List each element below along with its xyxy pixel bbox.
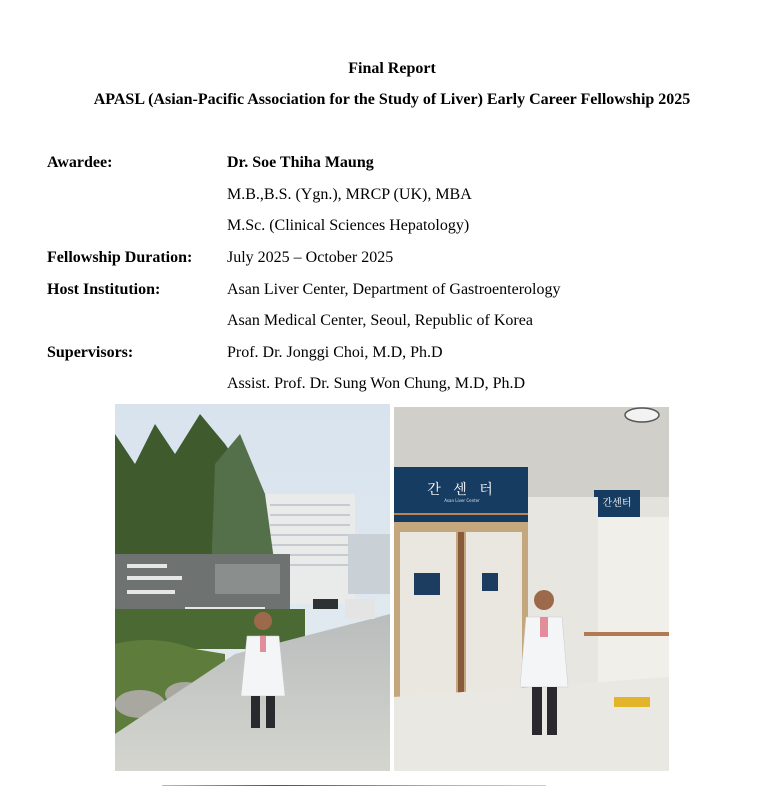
awardee-qualification-2: M.Sc. (Clinical Sciences Hepatology) xyxy=(227,217,470,234)
report-title: Final Report xyxy=(348,60,436,77)
supervisor-1: Prof. Dr. Jonggi Choi, M.D, Ph.D xyxy=(227,344,443,361)
host-line-1: Asan Liver Center, Department of Gastroenterology xyxy=(227,281,561,298)
host-line-2: Asan Medical Center, Seoul, Republic of Korea xyxy=(227,312,533,329)
supervisor-2: Assist. Prof. Dr. Sung Won Chung, M.D, Ph.D xyxy=(227,375,526,392)
awardee-name: Dr. Soe Thiha Maung xyxy=(227,154,374,171)
supervisors-label: Supervisors: xyxy=(47,344,134,361)
liver-center-side-sign: 간센터 xyxy=(602,498,632,509)
photo-outdoor-entrance xyxy=(115,404,390,771)
photo-liver-center xyxy=(394,407,669,771)
host-label: Host Institution: xyxy=(47,281,161,298)
liver-center-sign: 간 센 터 xyxy=(427,482,497,498)
report-subtitle: APASL (Asian-Pacific Association for the Study of Liver) Early Career Fellowship 2025 xyxy=(93,91,691,108)
duration-label: Fellowship Duration: xyxy=(47,249,193,266)
liver-center-sign-subtitle: Asan Liver Center xyxy=(444,498,480,503)
duration-value: July 2025 – October 2025 xyxy=(227,249,394,266)
awardee-qualification-1: M.B.,B.S. (Ygn.), MRCP (UK), MBA xyxy=(227,186,472,203)
awardee-label: Awardee: xyxy=(47,154,113,171)
